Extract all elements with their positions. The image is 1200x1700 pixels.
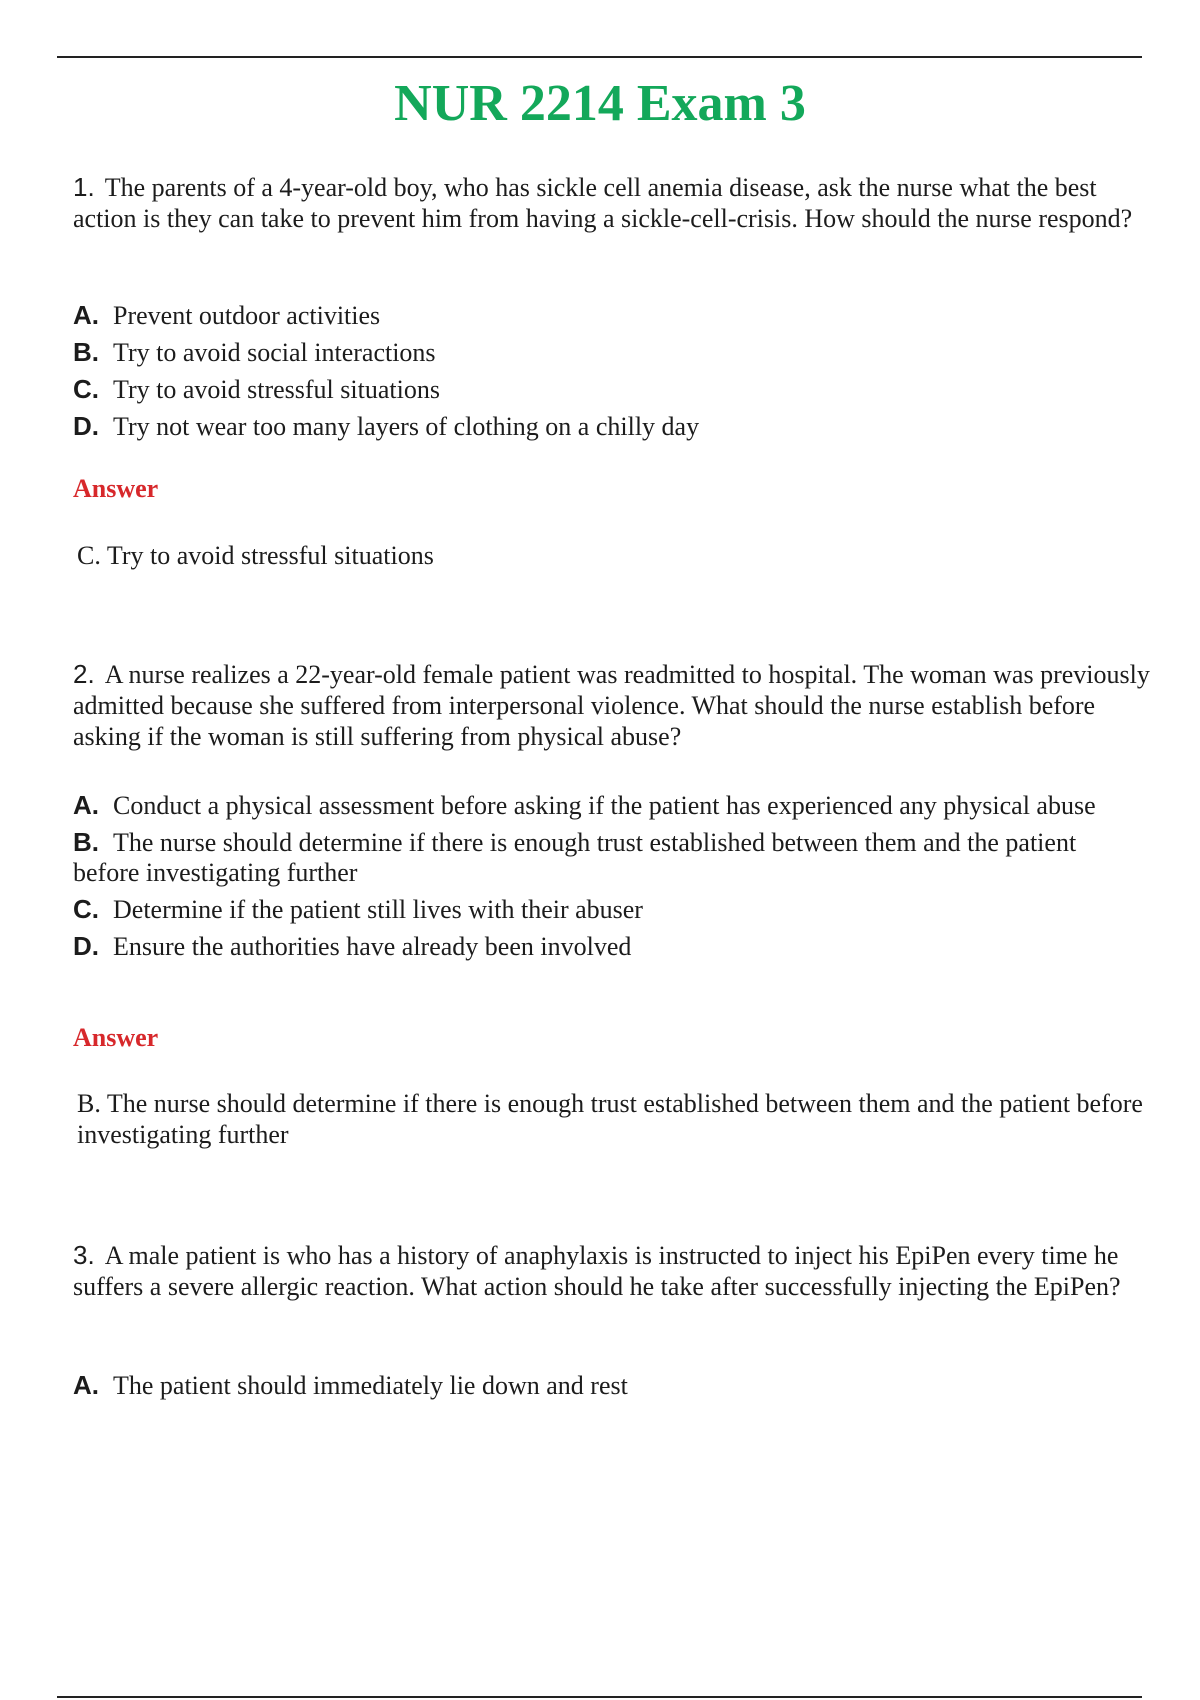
question-1-option-d (73, 411, 1123, 442)
question-1-number: 1. (73, 172, 95, 202)
question-3-option-a (73, 1370, 1123, 1401)
option-text: Try to avoid stressful situations (113, 375, 440, 404)
document-title: NUR 2214 Exam 3 (394, 75, 806, 132)
question-1-option-c (73, 374, 1123, 405)
question-3-body: A male patient is who has a history of anaphylaxis is instructed to inject his EpiPen every time he suffers a severe allergic reaction. What action should he take after successfully injecting the EpiPen? (73, 1241, 1121, 1301)
question-2-text (73, 659, 1158, 752)
question-3-number: 3. (73, 1240, 95, 1270)
question-2-answer: B. The nurse should determine if there is enough trust established between them and the patient before investigating further (77, 1089, 1143, 1149)
question-3-options (73, 1370, 1158, 1407)
question-1-body: The parents of a 4-year-old boy, who has sickle cell anemia disease, ask the nurse what the best action is they can take to prevent him from having a sickle-cell-crisis. How should the nurse respond? (73, 173, 1133, 233)
question-2-answer-label-block (73, 1023, 1158, 1053)
answer-label: Answer (73, 1023, 159, 1052)
question-1-option-a (73, 300, 1123, 331)
answer-label: Answer (73, 474, 159, 503)
bottom-divider (57, 1696, 1142, 1698)
question-2-option-a (73, 790, 1123, 821)
option-letter: C. (73, 894, 99, 924)
question-2-option-d (73, 931, 1123, 962)
top-divider (57, 56, 1142, 58)
option-letter: D. (73, 411, 99, 441)
question-2-answer-block (73, 1088, 1158, 1150)
option-text: Try to avoid social interactions (113, 338, 436, 367)
question-2-options (73, 790, 1158, 968)
question-1 (73, 172, 1158, 234)
option-text: The nurse should determine if there is enough trust established between them and the patient before investigating further (73, 828, 1077, 887)
question-2-option-b (73, 827, 1123, 888)
question-2-body: A nurse realizes a 22-year-old female patient was readmitted to hospital. The woman was previously admitted because she suffered from interpersonal violence. What should the nurse establish before asking if the woman is still suffering from physical abuse? (73, 660, 1150, 751)
option-letter: A. (73, 300, 99, 330)
option-text: Determine if the patient still lives with their abuser (113, 895, 643, 924)
option-letter: A. (73, 790, 99, 820)
option-letter: C. (73, 374, 99, 404)
question-1-answer-block (73, 540, 1158, 571)
option-text: Conduct a physical assessment before asking if the patient has experienced any physical abuse (113, 791, 1096, 820)
option-text: Prevent outdoor activities (113, 301, 381, 330)
option-letter: A. (73, 1370, 99, 1400)
question-1-options (73, 300, 1158, 448)
option-letter: B. (73, 827, 99, 857)
option-text: The patient should immediately lie down and rest (113, 1371, 628, 1400)
question-1-answer-label-block (73, 474, 1158, 504)
option-letter: B. (73, 337, 99, 367)
question-2-number: 2. (73, 659, 95, 689)
question-1-option-b (73, 337, 1123, 368)
option-letter: D. (73, 931, 99, 961)
question-3-text (73, 1240, 1158, 1302)
question-1-text (73, 172, 1158, 234)
option-text: Try not wear too many layers of clothing on a chilly day (113, 412, 700, 441)
question-1-answer: C. Try to avoid stressful situations (77, 541, 434, 570)
question-2-option-c (73, 894, 1123, 925)
question-3 (73, 1240, 1158, 1302)
option-text: Ensure the authorities have already been involved (113, 932, 632, 961)
question-2 (73, 659, 1158, 752)
